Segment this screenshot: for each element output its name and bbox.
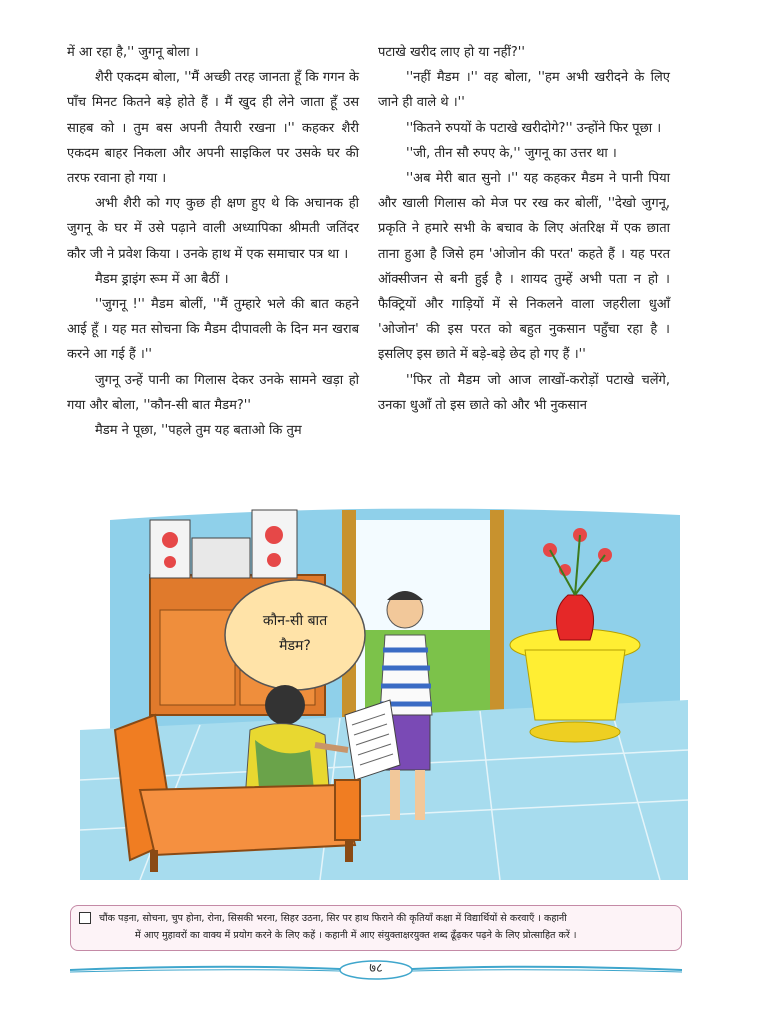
paragraph: ''कितने रुपयों के पटाखे खरीदोगे?'' उन्होंने फिर पूछा । bbox=[406, 120, 662, 136]
story-illustration bbox=[80, 500, 688, 880]
paragraph: ''फिर तो मैडम जो आज लाखों-करोड़ों पटाखे चलेंगे, उनका धुआँ तो इस छाते को और भी नुकसान bbox=[378, 372, 670, 413]
newspaper bbox=[345, 700, 400, 780]
speech-bubble-line1: कौन-सी बात bbox=[262, 613, 328, 629]
cabinet-door-left bbox=[160, 610, 235, 705]
side-table-base bbox=[530, 722, 620, 742]
speaker-cone bbox=[162, 532, 178, 548]
paragraph: शैरी एकदम बोला, ''मैं अच्छी तरह जानता हूँ कि गगन के पाँच मिनट कितने बड़े होते हैं । मैं खुद ही लेने जाता हूँ उस साहब को । तुम बस अपनी तैयारी रखना ।'' कहकर शैरी एकदम बाहर निकला और अपनी साइकिल पर उसके घर की तरफ रवाना हो गया । bbox=[67, 70, 359, 187]
teacher-note bbox=[70, 905, 682, 951]
right-column bbox=[378, 40, 670, 418]
paragraph: मैडम ड्राइंग रूम में आ बैठीं । bbox=[95, 271, 229, 287]
speaker-right bbox=[252, 510, 297, 578]
page-number: ७८ bbox=[369, 961, 383, 976]
paragraph: ''जुगनू !'' मैडम बोलीं, ''मैं तुम्हारे भले की बात कहने आई हूँ । यह मत सोचना कि मैडम दीपावली के दिन मन खराब करने आ गई हैं ।'' bbox=[67, 297, 359, 363]
paragraph: मैडम ने पूछा, ''पहले तुम यह बताओ कि तुम bbox=[95, 423, 302, 439]
door-frame-right bbox=[490, 510, 504, 740]
speech-bubble bbox=[225, 580, 365, 690]
paragraph: ''नहीं मैडम ।'' वह बोला, ''हम अभी खरीदने के लिए जाने ही वाले थे ।'' bbox=[378, 70, 670, 111]
speaker-cone bbox=[164, 556, 176, 568]
paragraph: ''जी, तीन सौ रुपए के,'' जुगनू का उत्तर था । bbox=[406, 145, 617, 161]
speaker-cone bbox=[267, 553, 281, 567]
paragraph: जुगनू उन्हें पानी का गिलास देकर उनके सामने खड़ा हो गया और बोला, ''कौन-सी बात मैडम?'' bbox=[67, 372, 359, 413]
speaker-cone bbox=[265, 526, 283, 544]
paragraph: अभी शैरी को गए कुछ ही क्षण हुए थे कि अचानक ही जुगनू के घर में उसे पढ़ाने वाली अध्यापिका श्रीमती जतिंदर कौर जी ने प्रवेश किया । उनके हाथ में एक समाचार पत्र था । bbox=[67, 196, 359, 262]
speech-bubble-line2: मैडम? bbox=[279, 638, 311, 654]
vase bbox=[556, 595, 593, 640]
left-column bbox=[67, 40, 359, 443]
music-player bbox=[192, 538, 250, 578]
speaker-left bbox=[150, 520, 190, 578]
paragraph: में आ रहा है,'' जुगनू बोला । bbox=[67, 45, 199, 60]
paragraph: पटाखे खरीद लाए हो या नहीं?'' bbox=[378, 45, 525, 60]
side-table-cloth bbox=[525, 650, 625, 720]
teacher-note-line1: चौंक पड़ना, सोचना, चुप होना, रोना, सिसकी भरना, सिहर उठना, सिर पर हाथ फिराने की कृतियाँ कक्षा में विद्यार्थियों से करवाएँ । कहानी bbox=[99, 913, 567, 924]
checkbox-square-icon bbox=[79, 912, 91, 924]
paragraph: ''अब मेरी बात सुनो ।'' यह कहकर मैडम ने पानी पिया और खाली गिलास को मेज पर रख कर बोलीं, ''देखो जुगनू, प्रकृति ने हमारे सभी के बचाव के लिए अंतरिक्ष में एक छाता ताना हुआ है जिसे हम 'ओजोन की परत' कहते हैं । यह परत ऑक्सीजन से बनी हुई है । शायद तुम्हें अभी पता न हो । फैक्ट्रियों और गाड़ियों में से निकलने वाला जहरीला धुआँ 'ओजोन' की इस परत को बहुत नुकसान पहुँचा रहा है । इसलिए इस छाते में बड़े-बड़े छेद हो गए हैं ।'' bbox=[378, 171, 670, 363]
teacher-note-line2: में आए मुहावरों का वाक्य में प्रयोग करने के लिए कहें । कहानी में आए संयुक्ताक्षरयुक्त शब्द ढूँढ़कर पढ़ने के लिए प्रोत्साहित करें । bbox=[135, 930, 577, 941]
